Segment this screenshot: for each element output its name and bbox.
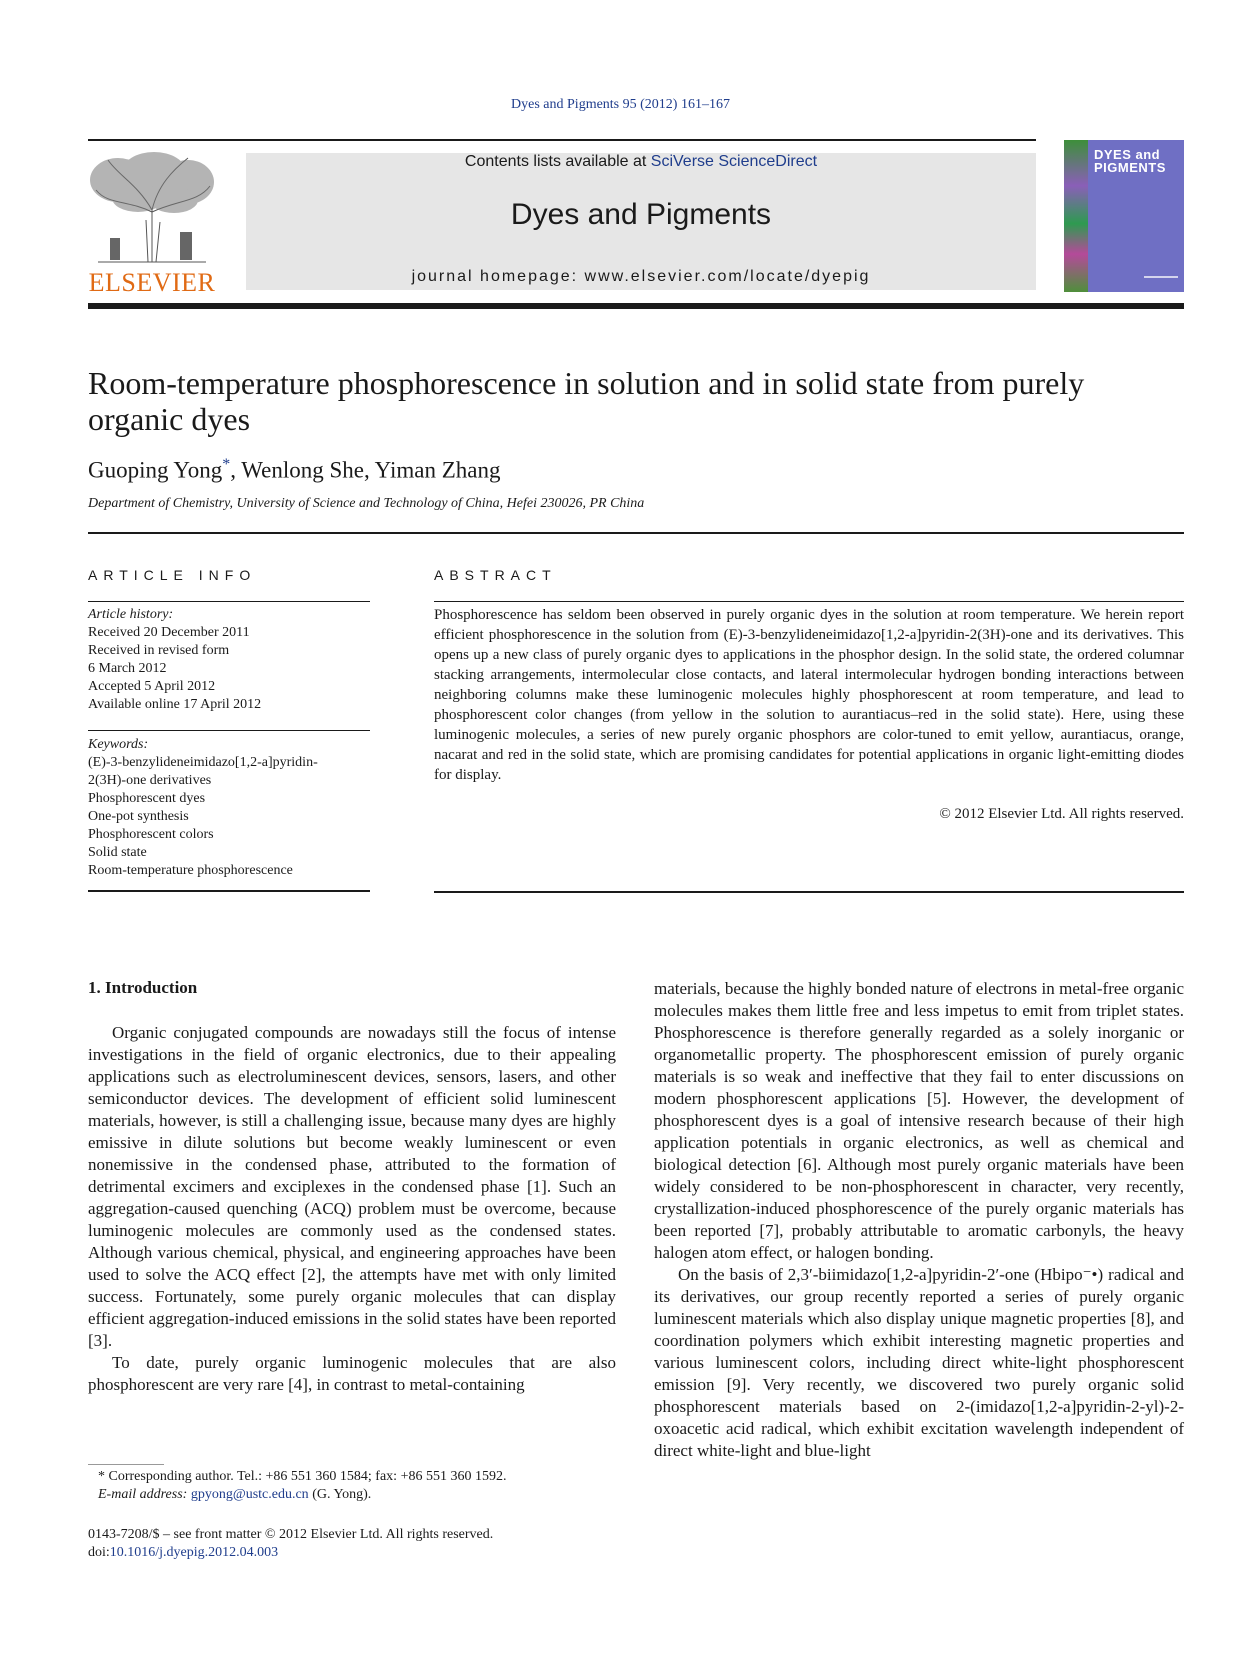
cover-footer-mark <box>1144 276 1178 278</box>
keyword-item: Room-temperature phosphorescence <box>88 863 293 878</box>
paragraph: To date, purely organic luminogenic molecules that are also phosphorescent are very rare [4], in contrast to metal-containing <box>88 1353 616 1394</box>
article-info-heading: ARTICLE INFO <box>88 567 257 583</box>
history-label: Article history: <box>88 607 174 622</box>
keyword-item: (E)-3-benzylideneimidazo[1,2-a]pyridin- <box>88 755 318 770</box>
journal-reference-link[interactable]: Dyes and Pigments 95 (2012) 161–167 <box>511 97 730 112</box>
elsevier-tree-icon <box>88 150 216 265</box>
front-matter-text: 0143-7208/$ – see front matter © 2012 Elsevier Ltd. All rights reserved. <box>88 1527 494 1542</box>
abstract-heading: ABSTRACT <box>434 567 557 583</box>
body-column-left <box>88 1022 616 1396</box>
journal-homepage[interactable]: journal homepage: www.elsevier.com/locate/dyepig <box>411 268 871 285</box>
email-suffix: (G. Yong). <box>308 1487 372 1502</box>
paragraph: On the basis of 2,3′-biimidazo[1,2-a]pyridin-2′-one (Hbipo⁻•) radical and its derivatives, our group recently reported a series of purely organic luminescent materials which also display unique magnetic properties [8], and coordination polymers which exhibit interesting magnetic properties and various luminescent colors, including direct white-light phosphorescent emission [9]. Very recently, we discovered two purely organic solid phosphorescent materials based on 2-(imidazo[1,2-a]pyridin-2-yl)-2-oxoacetic acid radical, which exhibit excitation wavelength independent of direct white-light and blue-light <box>654 1265 1184 1460</box>
affiliation: Department of Chemistry, University of Science and Technology of China, Hefei 230026, PR China <box>88 496 645 511</box>
cover-artwork-strip <box>1064 140 1088 292</box>
keywords-list <box>88 736 370 880</box>
corresponding-author-marker[interactable]: * <box>222 456 231 473</box>
history-item: Accepted 5 April 2012 <box>88 679 216 694</box>
elsevier-logo <box>88 150 216 295</box>
author-primary: Guoping Yong <box>88 457 223 483</box>
doi-label: doi: <box>88 1545 110 1560</box>
author-list <box>88 456 501 484</box>
front-matter-notice <box>88 1526 493 1562</box>
author-others: , Wenlong She, Yiman Zhang <box>230 457 501 483</box>
contents-prefix: Contents lists available at <box>464 153 651 170</box>
cover-title: DYES and PIGMENTS <box>1094 147 1166 175</box>
article-history <box>88 606 370 714</box>
doi-line <box>88 1544 493 1562</box>
keyword-item: Phosphorescent colors <box>88 827 214 842</box>
history-item: 6 March 2012 <box>88 661 167 676</box>
abstract-rule-bottom <box>434 891 1184 893</box>
keyword-item: Solid state <box>88 845 147 860</box>
paragraph: materials, because the highly bonded nature of electrons in metal-free organic molecules makes them little free and less impetus to emit from triplet states. Phosphorescence is therefore generally regarded as a solely inorganic or organometallic property. The phosphorescent emission of purely organic materials is so weak and ineffective that they fail to enter discussions on modern phosphorescent applications [5]. However, the development of phosphorescent dyes is a goal of intensive research because of their high application potentials in organic electronics, as well as chemical and biological detection [6]. Although most purely organic materials have been widely considered to be non-phosphorescent in character, very recently, crystallization-induced phosphorescence of the purely organic materials has been reported [7], probably attributable to aromatic carbonyls, the heavy halogen atom effect, or halogen bonding. <box>654 979 1184 1262</box>
header-thick-rule <box>88 303 1184 309</box>
paragraph: Organic conjugated compounds are nowadays still the focus of intense investigations in the field of organic electronics, due to their appealing applications such as electroluminescent devices, sensors, lasers, and other semiconductor devices. The development of efficient solid luminescent materials, however, is still a challenging issue, because many dyes are highly emissive in dilute solutions but become weakly luminescent or even nonemissive in the condensed phase, attributed to the formation of detrimental excimers and exciplexes in the condensed phase [1]. Such an aggregation-caused quenching (ACQ) problem must be overcome, because luminogenic molecules are commonly used as the condensed states. Although various chemical, physical, and engineering approaches have been used to solve the ACQ effect [2], the attempts have met with only limited success. Fortunately, some purely organic molecules that can display efficient aggregation-induced emissions in the solid states have been reported [3]. <box>88 1023 616 1350</box>
journal-masthead <box>246 153 1036 290</box>
article-info-rule-bottom <box>88 890 370 892</box>
author-email-link[interactable]: gpyong@ustc.edu.cn <box>190 1487 309 1502</box>
elsevier-wordmark: ELSEVIER <box>88 268 216 297</box>
history-item: Available online 17 April 2012 <box>88 697 262 712</box>
footnote-contact: * Corresponding author. Tel.: +86 551 360 1584; fax: +86 551 360 1592. <box>98 1469 507 1484</box>
keyword-item: Phosphorescent dyes <box>88 791 206 806</box>
body-column-right <box>654 978 1184 1462</box>
corresponding-author-footnote <box>98 1468 506 1504</box>
history-item: Received 20 December 2011 <box>88 625 250 640</box>
abstract-text: Phosphorescence has seldom been observed in purely organic dyes in the solution at room temperature. We herein report efficient phosphorescence in the solution from (E)-3-benzylideneimidazo[1,2-a]pyridin-2(3H)-one and its derivatives. This opens up a new class of purely organic dyes to applications in the phosphor design. In the solid state, the ordered columnar stacking arrangements, intermolecular close contacts, and lateral intermolecular hydrogen bonding interactions between neighboring columns make these luminogenic molecules highly phosphorescent at room temperature, and lead to phosphorescent color changes (from yellow in the solution to aurantiacus–red in the solid state). Here, using these luminogenic molecules, a series of new purely organic phosphors are color-tuned to emit yellow, aurantiacus, orange, nacarat and red in the solid state, which are promising candidates for potential applications in organic light-emitting diodes for display. <box>434 607 1184 783</box>
abstract-copyright: © 2012 Elsevier Ltd. All rights reserved. <box>939 806 1184 822</box>
article-info-rule-top <box>88 601 370 602</box>
email-label: E-mail address: <box>98 1487 191 1502</box>
sciencedirect-link[interactable]: SciVerse ScienceDirect <box>650 153 818 170</box>
article-title: Room-temperature phosphorescence in solution and in solid state from purely organic dyes <box>88 365 1085 437</box>
doi-link[interactable]: 10.1016/j.dyepig.2012.04.003 <box>109 1545 279 1560</box>
history-item: Received in revised form <box>88 643 230 658</box>
article-info-rule-mid <box>88 730 370 731</box>
footnote-rule <box>88 1464 164 1465</box>
abstract-rule-top <box>434 601 1184 602</box>
keyword-item: 2(3H)-one derivatives <box>88 773 212 788</box>
keywords-label: Keywords: <box>88 737 149 752</box>
contents-line <box>246 153 1036 171</box>
header-top-rule <box>88 139 1036 141</box>
journal-name: Dyes and Pigments <box>510 198 772 231</box>
keyword-item: One-pot synthesis <box>88 809 189 824</box>
section-heading-introduction: 1. Introduction <box>88 978 198 997</box>
footnote-email-line <box>98 1486 506 1504</box>
journal-cover-thumbnail[interactable] <box>1064 140 1184 292</box>
affiliation-rule <box>88 532 1184 534</box>
